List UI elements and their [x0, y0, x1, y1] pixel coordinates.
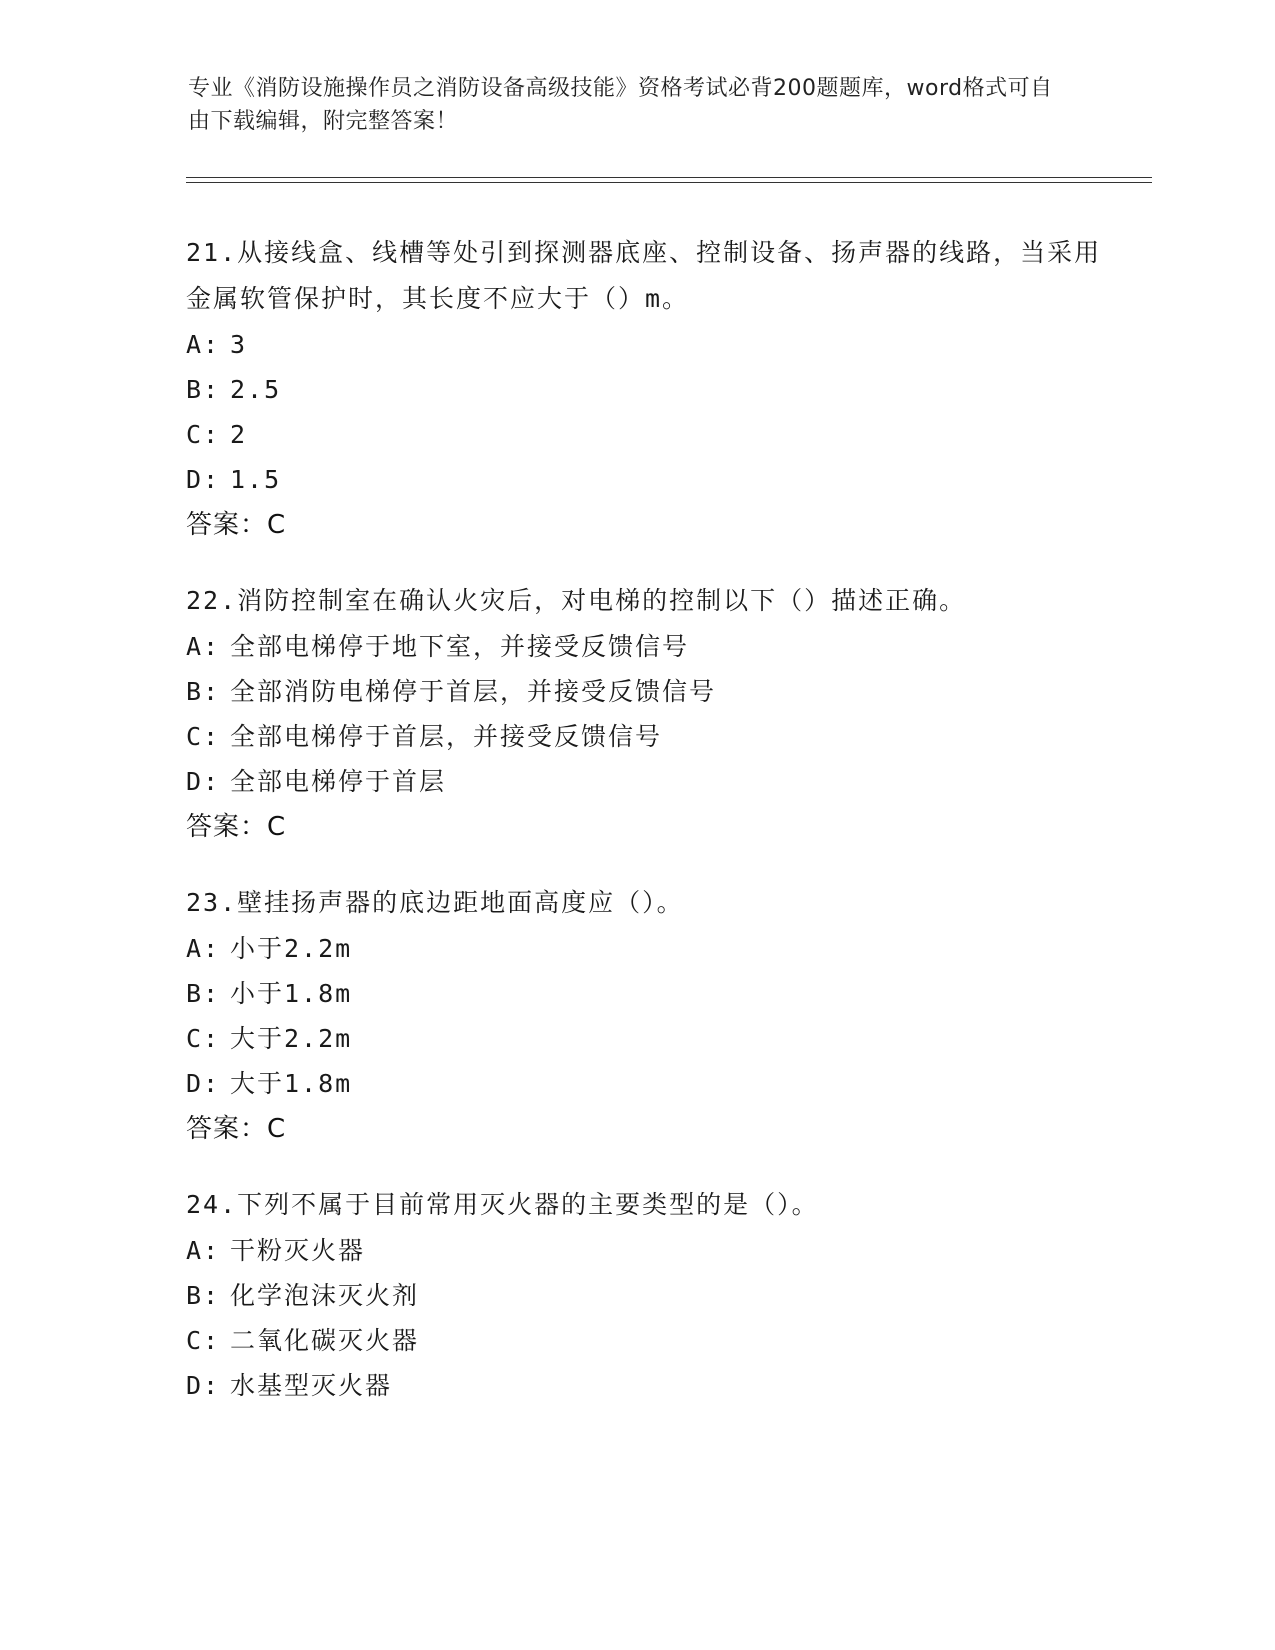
- question-list: [186, 230, 1126, 1438]
- option-c: [186, 714, 1126, 759]
- option-letter: B:: [186, 375, 221, 404]
- option-letter: C:: [186, 722, 221, 751]
- header-rule-top: [186, 177, 1152, 178]
- option-b: [186, 367, 1126, 412]
- answer-label: 答案：C: [186, 510, 287, 540]
- option-text: 小于1.8m: [230, 979, 353, 1008]
- option-letter: B:: [186, 979, 221, 1008]
- answer-label: 答案：C: [186, 1114, 287, 1144]
- question-stem: 22.消防控制室在确认火灾后，对电梯的控制以下（）描述正确。: [186, 586, 967, 615]
- option-text: 大于2.2m: [230, 1024, 353, 1053]
- document-intro: 专业《消防设施操作员之消防设备高级技能》资格考试必背200题题库，word格式可自由下载编辑，附完整答案！: [188, 76, 1053, 134]
- option-b: [186, 971, 1126, 1016]
- option-text: 化学泡沫灭火剂: [230, 1281, 420, 1310]
- option-letter: B:: [186, 677, 221, 706]
- question-stem: 24.下列不属于目前常用灭火器的主要类型的是（）。: [186, 1190, 819, 1219]
- option-text: 全部电梯停于地下室，并接受反馈信号: [230, 632, 690, 661]
- question-stem: 23.壁挂扬声器的底边距地面高度应（）。: [186, 888, 684, 917]
- option-letter: D:: [186, 1371, 221, 1400]
- option-c: [186, 1016, 1126, 1061]
- option-letter: C:: [186, 1326, 221, 1355]
- option-d: [186, 1363, 1126, 1408]
- option-text: 水基型灭火器: [230, 1371, 393, 1400]
- option-a: [186, 322, 1126, 367]
- answer-label: 答案：C: [186, 812, 287, 842]
- option-text: 小于2.2m: [230, 934, 353, 963]
- option-letter: A:: [186, 934, 221, 963]
- option-a: [186, 926, 1126, 971]
- question-22: [186, 578, 1126, 850]
- option-a: [186, 1228, 1126, 1273]
- question-stem: 21.从接线盒、线槽等处引到探测器底座、控制设备、扬声器的线路，当采用金属软管保护时，其长度不应大于（）m。: [186, 238, 1102, 313]
- option-text: 全部电梯停于首层，并接受反馈信号: [230, 722, 663, 751]
- option-c: [186, 412, 1126, 457]
- option-letter: C:: [186, 1024, 221, 1053]
- option-letter: D:: [186, 1069, 221, 1098]
- option-text: 大于1.8m: [230, 1069, 353, 1098]
- option-b: [186, 669, 1126, 714]
- option-a: [186, 624, 1126, 669]
- option-letter: A:: [186, 1236, 221, 1265]
- question-23: [186, 880, 1126, 1152]
- option-letter: A:: [186, 632, 221, 661]
- option-d: [186, 457, 1126, 502]
- header-rule-bottom: [186, 182, 1152, 183]
- option-text: 1.5: [230, 465, 282, 494]
- option-letter: C:: [186, 420, 221, 449]
- option-text: 全部电梯停于首层: [230, 767, 447, 796]
- option-c: [186, 1318, 1126, 1363]
- question-24: [186, 1182, 1126, 1408]
- option-text: 2.5: [230, 375, 282, 404]
- option-letter: A:: [186, 330, 221, 359]
- option-d: [186, 759, 1126, 804]
- option-text: 干粉灭火器: [230, 1236, 366, 1265]
- option-text: 3: [230, 330, 248, 359]
- option-b: [186, 1273, 1126, 1318]
- option-text: 2: [230, 420, 248, 449]
- option-text: 全部消防电梯停于首层，并接受反馈信号: [230, 677, 717, 706]
- option-letter: D:: [186, 767, 221, 796]
- option-d: [186, 1061, 1126, 1106]
- question-21: [186, 230, 1126, 548]
- option-text: 二氧化碳灭火器: [230, 1326, 420, 1355]
- option-letter: D:: [186, 465, 221, 494]
- option-letter: B:: [186, 1281, 221, 1310]
